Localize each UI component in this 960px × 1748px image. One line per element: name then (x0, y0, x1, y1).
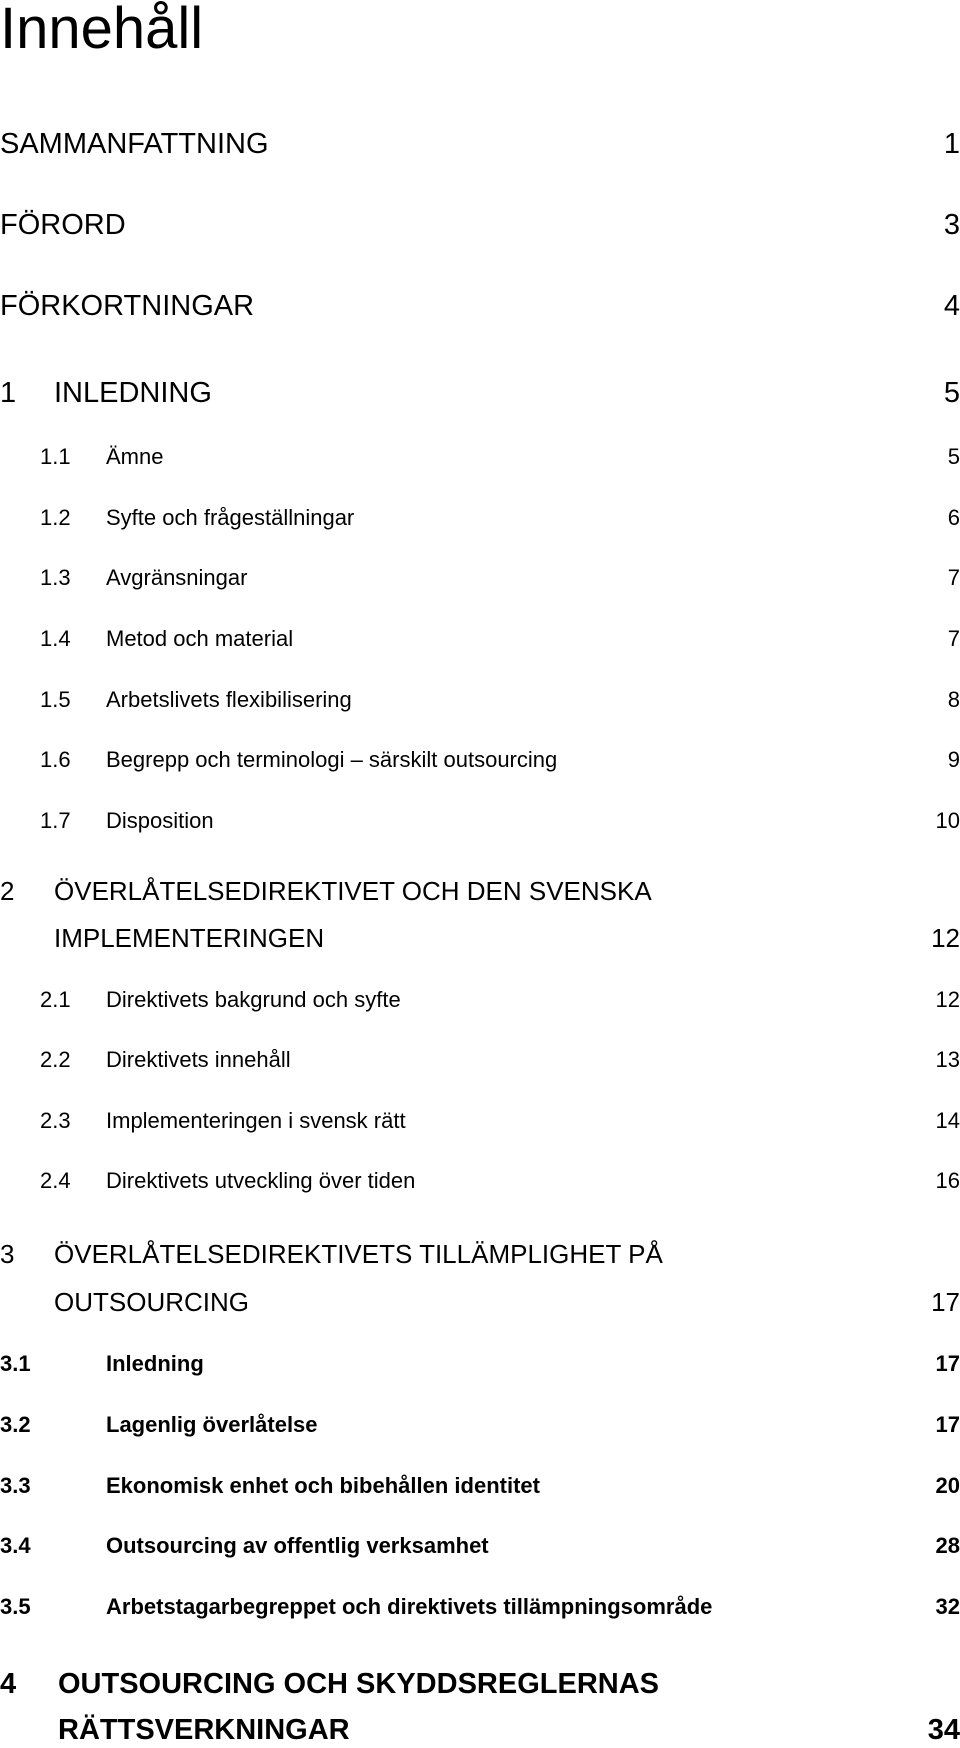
toc-section-page: 20 (935, 1473, 960, 1498)
toc-section-text: Ekonomisk enhet och bibehållen identitet (106, 1473, 540, 1498)
toc-section-1-2[interactable] (0, 504, 960, 532)
toc-section-number: 1.3 (40, 565, 71, 590)
toc-section-text: Direktivets utveckling över tiden (106, 1168, 416, 1193)
toc-entry-sammanfattning[interactable] (0, 126, 960, 162)
toc-chapter-text-line2: IMPLEMENTERINGEN (54, 923, 325, 953)
toc-chapter-number: 1 (0, 377, 17, 409)
toc-section-number: 3.5 (0, 1594, 31, 1619)
toc-section-page: 10 (935, 808, 960, 833)
toc-section-page: 17 (935, 1412, 960, 1437)
toc-section-1-6[interactable] (0, 746, 960, 774)
toc-section-page: 28 (935, 1533, 960, 1558)
toc-section-1-7[interactable] (0, 807, 960, 835)
toc-section-text: Disposition (106, 808, 214, 833)
toc-section-1-4[interactable] (0, 625, 960, 653)
toc-section-page: 8 (947, 687, 960, 712)
toc-section-number: 1.6 (40, 747, 71, 772)
toc-section-page: 17 (935, 1351, 960, 1376)
toc-chapter-2[interactable] (0, 875, 960, 907)
toc-section-3-4[interactable] (0, 1532, 960, 1560)
toc-section-page: 9 (947, 747, 960, 772)
toc-section-text: Ämne (106, 444, 164, 469)
page-title: Innehåll (0, 0, 204, 61)
toc-section-text: Outsourcing av offentlig verksamhet (106, 1533, 489, 1558)
toc-chapter-text: INLEDNING (54, 377, 212, 409)
toc-section-text: Lagenlig överlåtelse (106, 1412, 318, 1437)
toc-chapter-page: 12 (931, 923, 960, 953)
toc-section-3-2[interactable] (0, 1411, 960, 1439)
toc-section-3-1[interactable] (0, 1350, 960, 1378)
toc-section-text: Direktivets innehåll (106, 1047, 291, 1072)
toc-section-page: 7 (947, 626, 960, 651)
toc-chapter-number: 2 (0, 876, 15, 906)
toc-chapter-page: 5 (943, 377, 960, 409)
toc-section-text: Metod och material (106, 626, 294, 651)
toc-section-2-2[interactable] (0, 1046, 960, 1074)
toc-section-number: 1.7 (40, 808, 71, 833)
toc-section-2-1[interactable] (0, 986, 960, 1014)
toc-section-number: 2.3 (40, 1108, 71, 1133)
toc-section-3-5[interactable] (0, 1593, 960, 1621)
toc-chapter-text-line2: RÄTTSVERKNINGAR (58, 1714, 350, 1746)
toc-section-number: 2.1 (40, 987, 71, 1012)
toc-chapter-number: 4 (0, 1668, 17, 1700)
toc-section-text: Arbetstagarbegreppet och direktivets tillämpningsområde (106, 1594, 713, 1619)
toc-entry-page: 4 (943, 290, 960, 322)
toc-section-page: 32 (935, 1594, 960, 1619)
toc-entry-text: FÖRORD (0, 209, 126, 241)
toc-section-page: 5 (947, 444, 960, 469)
toc-section-text: Avgränsningar (106, 565, 248, 590)
toc-section-page: 13 (935, 1047, 960, 1072)
toc-section-page: 14 (935, 1108, 960, 1133)
toc-section-number: 2.2 (40, 1047, 71, 1072)
toc-chapter-3-cont[interactable] (0, 1286, 960, 1318)
toc-chapter-3[interactable] (0, 1238, 960, 1270)
toc-section-number: 2.4 (40, 1168, 71, 1193)
toc-chapter-text-line1: OUTSOURCING OCH SKYDDSREGLERNAS (58, 1668, 659, 1700)
toc-chapter-text-line1: ÖVERLÅTELSEDIREKTIVET OCH DEN SVENSKA (54, 876, 652, 906)
toc-section-text: Syfte och frågeställningar (106, 505, 355, 530)
toc-chapter-4-cont[interactable] (0, 1712, 960, 1748)
toc-chapter-page: 34 (927, 1714, 960, 1746)
toc-section-number: 3.2 (0, 1412, 31, 1437)
toc-section-text: Inledning (106, 1351, 204, 1376)
toc-entry-text: SAMMANFATTNING (0, 128, 269, 160)
toc-section-1-5[interactable] (0, 686, 960, 714)
toc-section-number: 1.1 (40, 444, 71, 469)
toc-section-number: 3.3 (0, 1473, 31, 1498)
toc-section-text: Arbetslivets flexibilisering (106, 687, 352, 712)
toc-chapter-text-line2: OUTSOURCING (54, 1287, 249, 1317)
toc-section-number: 3.4 (0, 1533, 31, 1558)
toc-section-text: Begrepp och terminologi – särskilt outsourcing (106, 747, 558, 772)
toc-section-1-1[interactable] (0, 443, 960, 471)
toc-section-page: 12 (935, 987, 960, 1012)
toc-chapter-4[interactable] (0, 1666, 960, 1702)
toc-section-number: 3.1 (0, 1351, 31, 1376)
toc-chapter-1[interactable] (0, 375, 960, 411)
toc-chapter-2-cont[interactable] (0, 922, 960, 954)
toc-entry-page: 3 (943, 209, 960, 241)
toc-section-number: 1.2 (40, 505, 71, 530)
toc-section-2-4[interactable] (0, 1167, 960, 1195)
toc-chapter-page: 17 (931, 1287, 960, 1317)
toc-section-page: 7 (947, 565, 960, 590)
toc-section-number: 1.5 (40, 687, 71, 712)
toc-entry-page: 1 (943, 128, 960, 160)
toc-section-text: Implementeringen i svensk rätt (106, 1108, 406, 1133)
toc-entry-text: FÖRKORTNINGAR (0, 290, 255, 322)
toc-section-3-3[interactable] (0, 1472, 960, 1500)
toc-chapter-text-line1: ÖVERLÅTELSEDIREKTIVETS TILLÄMPLIGHET PÅ (54, 1239, 663, 1269)
toc-section-text: Direktivets bakgrund och syfte (106, 987, 401, 1012)
toc-entry-forord[interactable] (0, 207, 960, 243)
toc-entry-forkortningar[interactable] (0, 288, 960, 324)
toc-chapter-number: 3 (0, 1239, 15, 1269)
toc-section-2-3[interactable] (0, 1107, 960, 1135)
toc-section-1-3[interactable] (0, 564, 960, 592)
toc-section-page: 6 (947, 505, 960, 530)
toc-section-page: 16 (935, 1168, 960, 1193)
toc-section-number: 1.4 (40, 626, 71, 651)
